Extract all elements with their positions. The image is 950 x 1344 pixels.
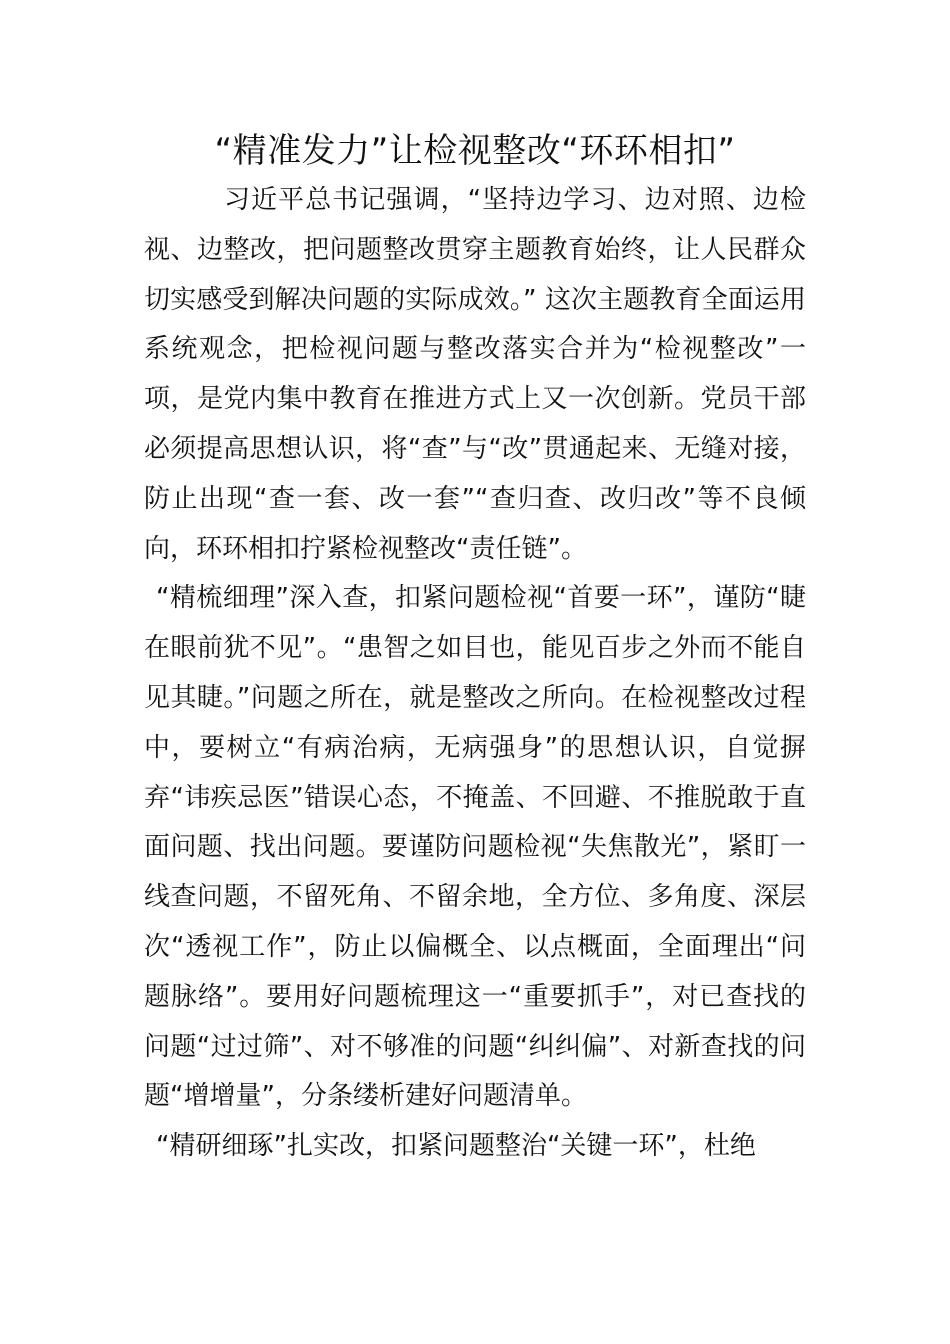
paragraph-intro: 习近平总书记强调，“坚持边学习、边对照、边检视、边整改，把问题整改贯穿主题教育始终，让人民群众切实感受到解决问题的实际成效。” 这次主题教育全面运用系统观念，把检视问题与整改落实合并为“检视整改”一项，是党内集中教育在推进方式上又一次创新。党员干部必须提高思想认识，将“查”与“改”贯通起来、无缝对接，防止出现“查一套、改一套”“查归查、改归改”等不良倾向，环环相扣拧紧检视整改“责任链”。 <box>144 185 806 564</box>
document-body <box>144 176 806 1172</box>
paragraph-inspection: “精梳细理”深入查，扣紧问题检视“首要一环”，谨防“睫在眼前犹不见”。“患智之如目也，能见百步之外而不能自见其睫。”问题之所在，就是整改之所向。在检视整改过程中，要树立“有病治病，无病强身”的思想认识，自觉摒弃“讳疾忌医”错误心态，不掩盖、不回避、不推脱敢于直面问题、找出问题。要谨防问题检视“失焦散光”，紧盯一线查问题，不留死角、不留余地，全方位、多角度、深层次“透视工作”，防止以偏概全、以点概面，全面理出“问题脉络”。要用好问题梳理这一“重要抓手”，对已查找的问题“过过筛”、对不够准的问题“纠纠偏”、对新查找的问题“增增量”，分条缕析建好问题清单。 <box>144 583 806 1112</box>
paragraph-rectification: “精研细琢”扎实改，扣紧问题整治“关键一环”，杜绝 <box>156 1131 756 1162</box>
document-title: “精准发力”让检视整改“环环相扣” <box>214 131 736 171</box>
